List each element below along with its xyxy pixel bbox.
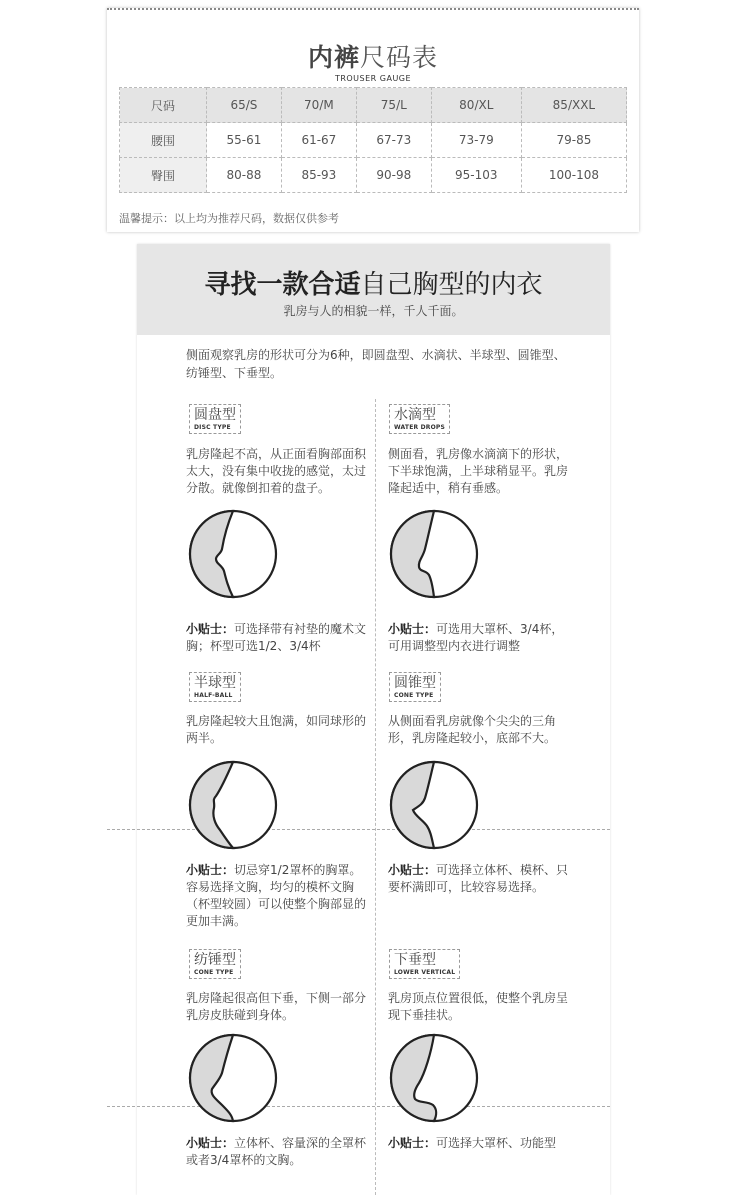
column-divider [375,399,376,1195]
header-cell: 75/L [356,88,431,123]
table-row [120,158,627,193]
table-row [120,123,627,158]
header-cell: 85/XXL [521,88,626,123]
header-cell: 70/M [281,88,356,123]
size-chart-card [107,8,639,232]
table-cell: 61-67 [281,123,356,158]
size-table [119,87,627,193]
guide-header [137,244,610,335]
table-cell: 55-61 [207,123,282,158]
guide-title: 寻找一款合适自己胸型的内衣 [204,270,543,300]
table-cell: 100-108 [521,158,626,193]
table-cell: 67-73 [356,123,431,158]
type-label-spindle: 纺锤型 CONE TYPE [189,949,241,979]
type-tip-disc: 小贴士：可选择带有衬垫的魔术文胸；杯型可选1/2、3/4杯 [186,622,367,653]
table-cell: 85-93 [281,158,356,193]
type-desc-disc: 乳房隆起不高，从正面看胸部面积太大，没有集中收拢的感觉，太过分散。就像倒扣着的盘子。 [186,447,367,495]
type-desc-half-ball: 乳房隆起较大且饱满，如同球形的两半。 [186,714,367,745]
type-tip-water-drops: 小贴士：可选用大罩杯、3/4杯，可用调整型内衣进行调整 [388,622,564,653]
disc-shape-icon [188,509,278,599]
header-cell: 65/S [207,88,282,123]
type-desc-lower-vertical: 乳房顶点位置很低，使整个乳房呈现下垂挂状。 [388,991,569,1022]
table-cell: 80-88 [207,158,282,193]
type-tip-lower-vertical: 小贴士：可选择大罩杯、功能型 [388,1136,557,1150]
header-cell: 80/XL [431,88,521,123]
size-chart-title: 内裤尺码表 [307,43,439,72]
type-label-half-ball: 半球型 HALF-BALL [189,672,241,702]
type-tip-cone: 小贴士：可选择立体杯、模杯、只要杯满即可，比较容易选择。 [388,863,569,894]
type-label-lower-vertical: 下垂型 LOWER VERTICAL [389,949,460,979]
cone-shape-icon [389,760,479,850]
guide-intro: 侧面观察乳房的形状可分为6种，即圆盘型、水滴状、半球型、圆锥型、纺锤型、下垂型。 [186,348,566,380]
type-desc-cone: 从侧面看乳房就像个尖尖的三角形，乳房隆起较小，底部不大。 [388,714,557,745]
guide-subtitle: 乳房与人的相貌一样，千人千面。 [283,304,464,318]
bra-shape-guide [137,244,610,1195]
type-tip-spindle: 小贴士：立体杯、容量深的全罩杯或者3/4罩杯的文胸。 [186,1136,367,1167]
size-chart-subtitle: TROUSER GAUGE [334,74,412,83]
type-label-disc: 圆盘型 DISC TYPE [189,404,241,434]
row-label: 臀围 [120,158,207,193]
type-label-cone: 圆锥型 CONE TYPE [389,672,441,702]
type-label-water-drops: 水滴型 WATER DROPS [389,404,450,434]
spindle-shape-icon [188,1033,278,1123]
table-cell: 79-85 [521,123,626,158]
header-cell: 尺码 [120,88,207,123]
type-desc-spindle: 乳房隆起很高但下垂，下侧一部分乳房皮肤碰到身体。 [186,991,367,1022]
section-divider [107,829,610,830]
row-label: 腰围 [120,123,207,158]
size-chart-note: 温馨提示：以上均为推荐尺码，数据仅供参考 [119,212,339,225]
section-divider [107,1106,610,1107]
table-cell: 73-79 [431,123,521,158]
table-cell: 95-103 [431,158,521,193]
table-cell: 90-98 [356,158,431,193]
water-drops-shape-icon [389,509,479,599]
half-ball-shape-icon [188,760,278,850]
type-desc-water-drops: 侧面看，乳房像水滴滴下的形状，下半球饱满，上半球稍显平。乳房隆起适中，稍有垂感。 [388,447,569,495]
size-table-header-row [120,88,627,123]
lower-vertical-shape-icon [389,1033,479,1123]
type-tip-half-ball: 小贴士：切忌穿1/2罩杯的胸罩。容易选择文胸，均匀的模杯文胸（杯型较圆）可以使整个胸部显的更加丰满。 [186,863,367,928]
